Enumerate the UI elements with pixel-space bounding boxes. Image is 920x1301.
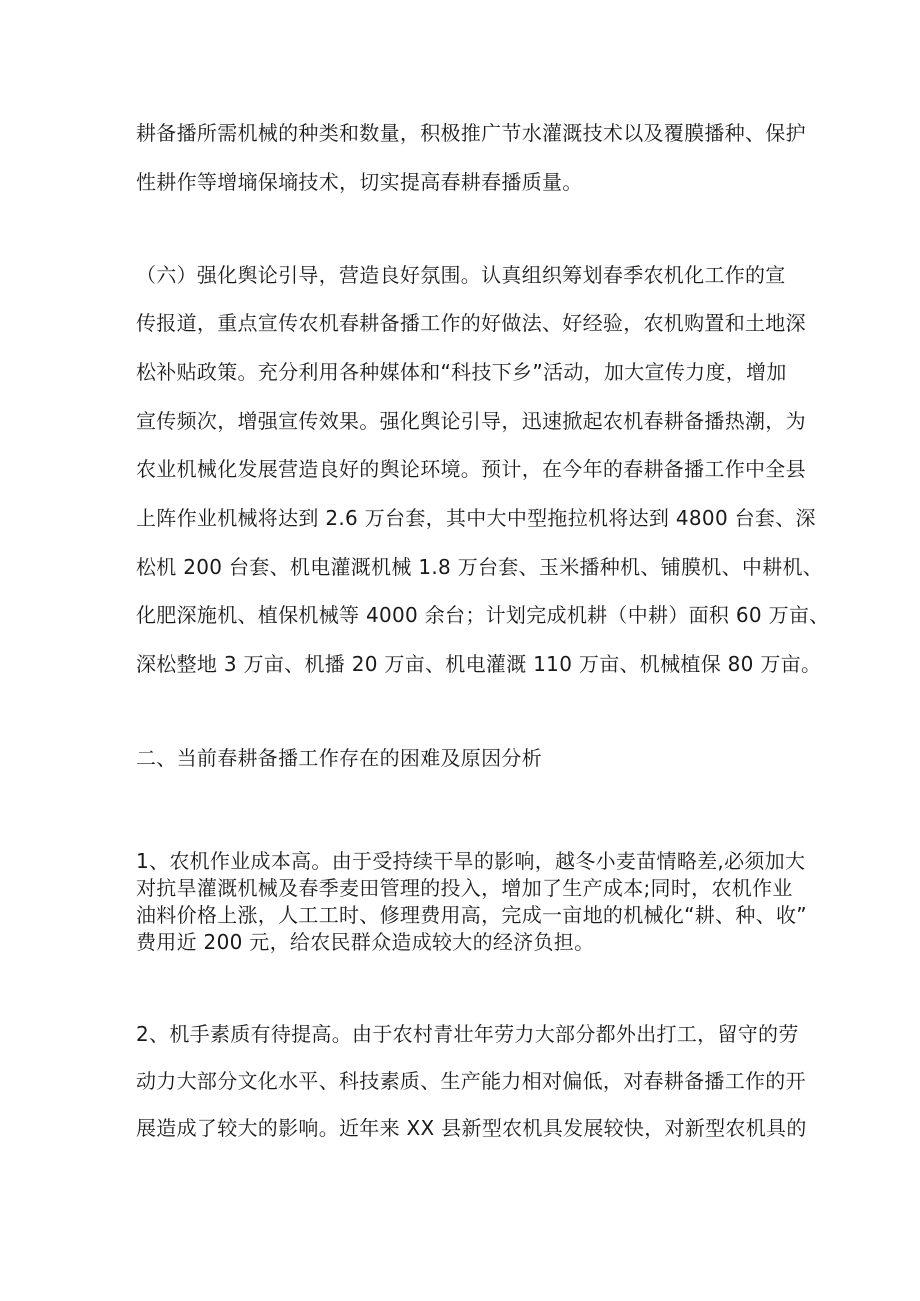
text-line: 上阵作业机械将达到 2.6 万台套，其中大中型拖拉机将达到 4800 台套、深 — [136, 506, 816, 530]
text-line: 深松整地 3 万亩、机播 20 万亩、机电灌溉 110 万亩、机械植保 80 万亩。 — [136, 652, 822, 676]
text-line: 松补贴政策。充分利用各种媒体和“科技下乡”活动，加大宣传力度，增加 — [136, 360, 787, 384]
text-line: 油料价格上涨，人工工时、修理费用高，完成一亩地的机械化“耕、种、收” — [136, 903, 807, 927]
text-line: 对抗旱灌溉机械及春季麦田管理的投入，增加了生产成本;同时，农机作业 — [136, 876, 793, 900]
text-line: 耕备播所需机械的种类和数量，积极推广节水灌溉技术以及覆膜播种、保护 — [136, 121, 806, 145]
text-line: 费用近 200 元，给农民群众造成较大的经济负担。 — [136, 930, 595, 954]
text-line: 展造成了较大的影响。近年来 XX 县新型农机具发展较快，对新型农机具的 — [136, 1116, 807, 1140]
text-line: 动力大部分文化水平、科技素质、生产能力相对偏低，对春耕备播工作的开 — [136, 1069, 806, 1093]
text-line: 性耕作等增墒保墒技术，切实提高春耕春播质量。 — [136, 170, 583, 194]
text-line: 传报道，重点宣传农机春耕备播工作的好做法、好经验，农机购置和土地深 — [136, 311, 806, 335]
text-line: （六）强化舆论引导，营造良好氛围。认真组织筹划春季农机化工作的宣 — [136, 263, 786, 287]
text-line: 农业机械化发展营造良好的舆论环境。预计，在今年的春耕备播工作中全县 — [136, 457, 806, 481]
text-line: 1、农机作业成本高。由于受持续干旱的影响，越冬小麦苗情略差,必须加大 — [136, 849, 806, 873]
text-line: 2、机手素质有待提高。由于农村青壮年劳力大部分都外出打工，留守的劳 — [136, 1022, 799, 1046]
section-heading: 二、当前春耕备播工作存在的困难及原因分析 — [136, 746, 542, 770]
text-line: 宣传频次，增强宣传效果。强化舆论引导，迅速掀起农机春耕备播热潮，为 — [136, 409, 806, 433]
text-line: 松机 200 台套、机电灌溉机械 1.8 万台套、玉米播种机、铺膜机、中耕机、 — [136, 555, 824, 579]
text-line: 化肥深施机、植保机械等 4000 余台；计划完成机耕（中耕）面积 60 万亩、 — [136, 603, 830, 627]
